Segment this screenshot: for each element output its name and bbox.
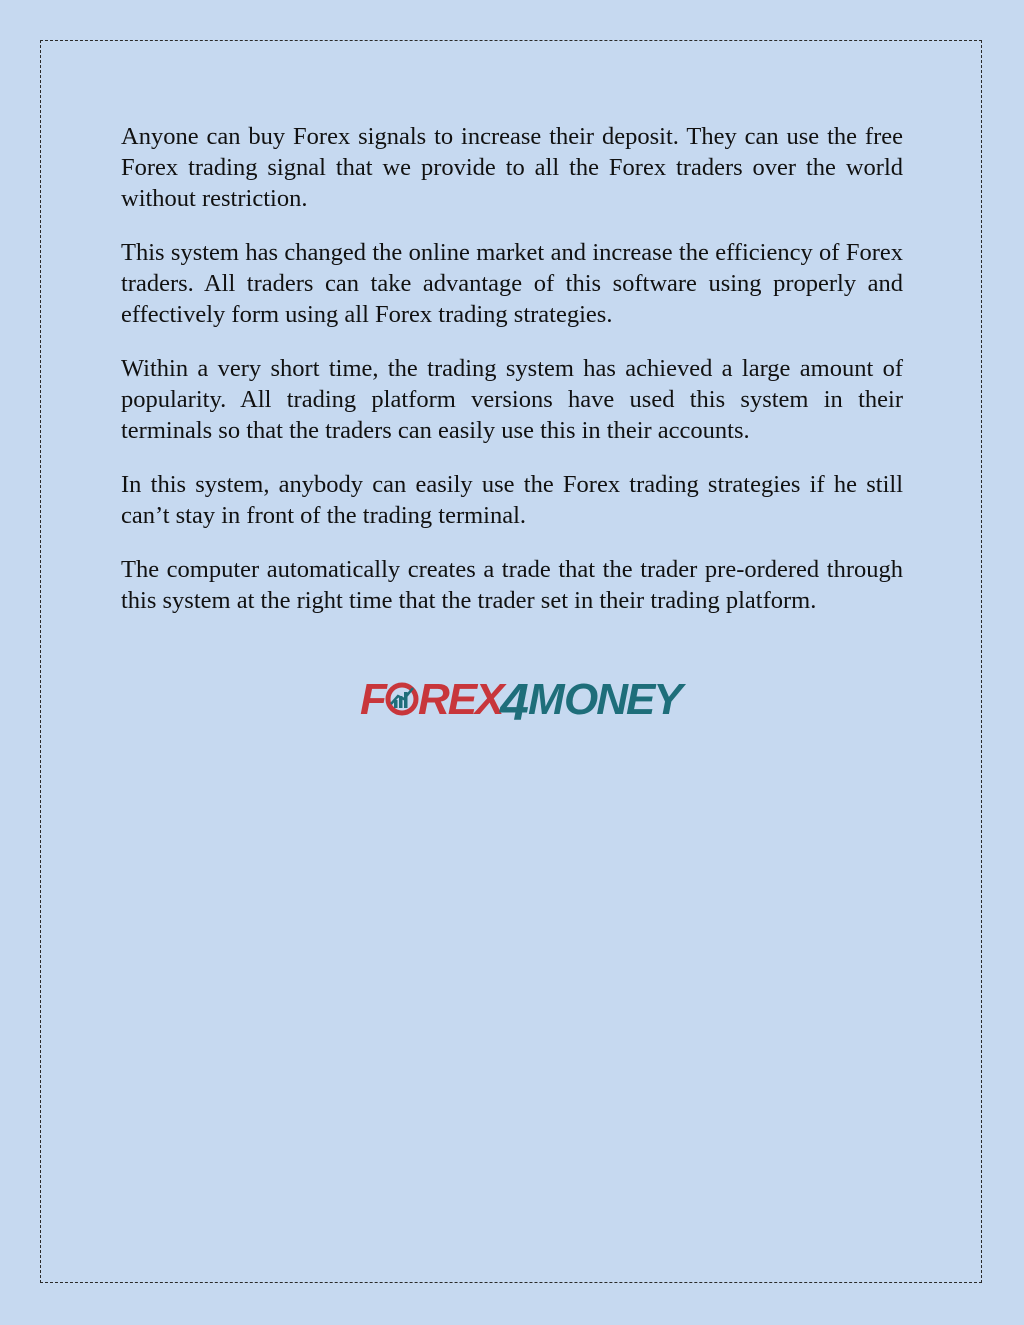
svg-text:M: M [528, 675, 564, 724]
chart-o-icon [388, 685, 416, 713]
paragraph-5: The computer automatically creates a trade that the trader pre-ordered through this system at the right time that the trader set in their trading platform. [121, 556, 903, 614]
paragraph-3: Within a very short time, the trading system has achieved a large amount of popularity. All trading platform versions have used this system in their terminals so that the traders can easily use this in their accounts. [121, 355, 903, 444]
svg-text:ONEY: ONEY [564, 675, 681, 724]
paragraph-1: Anyone can buy Forex signals to increase their deposit. They can use the free Forex trading signal that we provide to all the Forex traders over the world without restriction. [121, 123, 903, 212]
svg-text:4: 4 [500, 674, 529, 732]
paragraph-4: In this system, anybody can easily use the Forex trading strategies if he still can’t stay in front of the trading terminal. [121, 471, 903, 529]
logo-graphic [358, 672, 681, 732]
paragraph-2: This system has changed the online market and increase the efficiency of Forex traders. All traders can take advantage of this software using properly and effectively form using all Forex trading strategies. [121, 239, 903, 328]
svg-text:REX: REX [418, 675, 503, 724]
svg-text:F: F [360, 675, 387, 724]
document-body [121, 121, 903, 639]
forex4money-logo [358, 672, 681, 732]
